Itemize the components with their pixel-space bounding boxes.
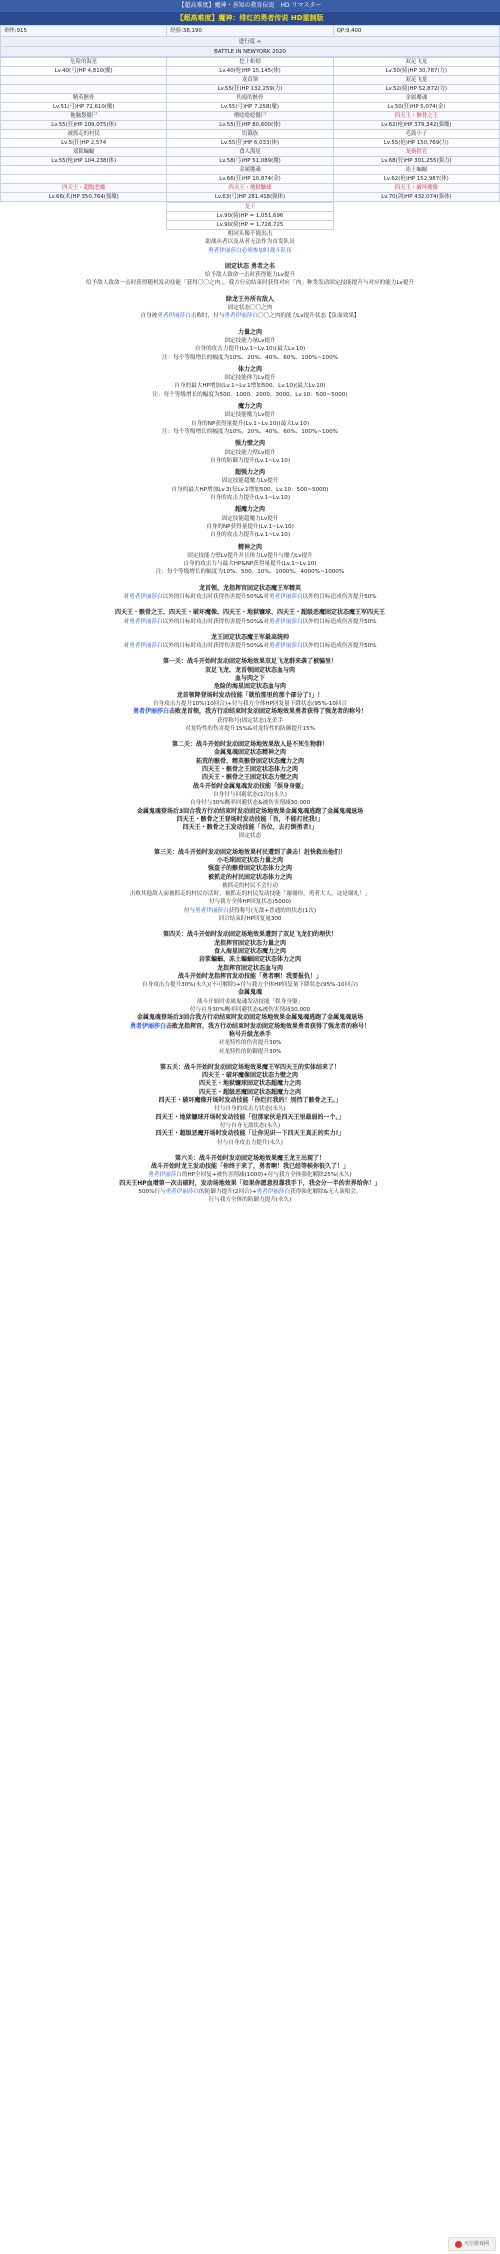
watermark-logo-icon [455, 2241, 462, 2248]
section-heading: 龙指挥官固定状态血与肉 [216, 964, 283, 972]
enemy-stats: Lv.50(狂)HP 5,074(金) [333, 103, 499, 112]
enemy-name: 毛鼓小子 [333, 130, 499, 139]
hero-name: 勇者伊丽莎白 [165, 1188, 200, 1195]
enemy-name [1, 166, 167, 175]
rule-line: 自身被勇者伊丽莎白击败时，付与勇者伊丽莎白〇〇之肉的能力Lv提升状态【负面效果】 [140, 313, 360, 320]
section-heading: 第一关：战斗开始时发动固定场地效果双足飞龙群来袭了被骗里！ [162, 658, 337, 666]
section-heading: 金属鬼魂登场后3回合我方行动结束时发动固定场地效果金属鬼魂逃跑了金属鬼魂退场 [136, 1014, 364, 1022]
rule-line: 自身的防御力提升(Lv.1~Lv.10) [209, 457, 291, 464]
rule-line: 注：每个等级增长的幅度为10%、20%、40%、60%、100%~100% [162, 428, 338, 435]
stats-table [0, 25, 500, 57]
rule-line: 对龙特性的伤害提升30% [218, 1040, 282, 1047]
rule-line: 自身攻击力提升30%(永久)(不可解除)+付与我方全体HP回复量下降状态(95%-10回合) [142, 982, 358, 989]
enemy-name: 四天王・骸骨之王 [333, 112, 499, 121]
section-heading: 第四关：战斗开始时发动固定场地效果遭到了双足飞龙们的埋伏！ [162, 931, 337, 939]
hero-name: 勇者伊丽莎白 [129, 643, 163, 650]
rule-line: 注：每个等级增长的幅度为10%、20%、40%、60%、100%~100% [162, 354, 338, 361]
hero-name: 勇者伊丽莎白 [268, 593, 303, 600]
section-heading: 四天王・骸骨之王固定状态体力之肉 [201, 766, 298, 774]
enemy-stats: Lv.66(术)HP 350,764(强魔) [1, 193, 167, 202]
enemy-stats [1, 175, 167, 184]
section-heading: 龙首领、龙指挥官固定状态魔王军精英 [198, 584, 301, 592]
enemy-stats: Lv.58(弓)HP 51,089(魔) [167, 157, 333, 166]
rule-line: 自身的攻击力提升(Lv.1~Lv.10)(最大Lv.10) [194, 346, 306, 353]
boss-hp-1: Lv.90(骑)HP = 1,051,696 [167, 212, 334, 221]
rule-line: 自身的攻击力与最大HP&NP获得量提升(Lv.1~Lv.10) [183, 561, 317, 568]
spacer [8, 288, 492, 296]
spacer [8, 1147, 492, 1155]
rule-line: 回合结束时HP回复量300 [218, 916, 282, 923]
section-heading: 金属鬼魂 [237, 989, 262, 997]
hero-name: 勇者伊丽莎白 [129, 618, 163, 625]
rule-line: 对龙特性的伤害提升15%&对龙特性的防御提升15% [185, 725, 315, 732]
section-heading: 强盗子的骸骨固定状态体力之肉 [207, 865, 292, 873]
section-heading: 四天王・骸骨之王、四天王・破坏魔像、四天王・地狱镰球、四天王・超级恶魔固定状态魔王军四天王 [114, 609, 385, 617]
enemy-stats: Lv.55(狂)HP 6,033(体) [167, 139, 333, 148]
enemy-table [0, 57, 500, 202]
enemy-stats: Lv.5(狂)HP 2,574 [1, 139, 167, 148]
section-heading: 四天王・超级恶魔固定状态超魔力之肉 [198, 1088, 301, 1096]
enemy-stats [1, 85, 167, 94]
enemy-stats: Lv.55(枪)HP 150,769(力) [333, 139, 499, 148]
enemy-stats: Lv.51(弓)HP 72,610(魔) [1, 103, 167, 112]
section-heading: 精神之肉 [237, 543, 262, 551]
rule-line: 固定技能力量Lv提升 [224, 337, 276, 344]
rule-line: 对勇者伊丽莎白以外的目标时攻击时获得伤害提升50%&对勇者伊丽莎白以外的目标造成伤害提升50% [123, 618, 377, 625]
rule-line: 获得称号(固定状态)龙杀手 [217, 717, 283, 724]
rule-line: 对勇者伊丽莎白以外的目标时攻击时获得伤害提升50%&对勇者伊丽莎白以外的目标造成伤害提升50% [123, 593, 377, 600]
section-heading: 血与肉之下 [234, 675, 265, 683]
site-watermark [448, 2237, 496, 2251]
section-heading: 第三关：战斗开始时发动固定场地效果村民遭到了袭击！赶快救出他们！ [153, 848, 346, 856]
rule-line: 付与自身的攻击力状态(永久) [214, 1106, 286, 1113]
enemy-name: 食人海星 [167, 148, 333, 157]
rule-line: 自身的最大HP增加Lv.3(每Lv.1增加500、Lv.10：500~5000) [171, 486, 329, 493]
spacer [8, 626, 492, 634]
section-heading: 食人海星固定状态魔力之肉 [213, 947, 286, 955]
rule-line: 自身的攻击力提升(Lv.1~Lv.10) [209, 495, 291, 502]
section-heading: 超强力之肉 [234, 469, 265, 477]
progress-label: 进行度 ∞ [1, 37, 500, 47]
section-heading: 龙指挥官固定状态力量之肉 [213, 939, 286, 947]
stat-exp: 经验:38,190 [167, 26, 333, 37]
enemy-name: 挖土蚯蚓 [167, 58, 333, 67]
rule-line: 固定技能力壁Lv提升并且体力Lv提升与魔力Lv提升 [187, 552, 313, 559]
enemy-stats: Lv.55(狂)HP 132,259(力) [167, 85, 333, 94]
rule-line: 500%行与勇者伊丽莎白的防御力提升(2回合)+勇者伊丽莎白获得强化解除&无人演唱会。 [138, 1188, 362, 1195]
enemy-stats: Lv.40(弓)HP 4,810(魔) [1, 67, 167, 76]
rule-line: 助战从者以及从者无法作为首发队员 [205, 239, 295, 246]
section-heading: 力量之肉 [237, 328, 262, 336]
section-heading: 魔力之肉 [237, 403, 262, 411]
rule-line: 自身付与30%概率回避状态&被伤害削减30,000 [189, 800, 311, 807]
section-heading: 战斗开始时金属鬼魂发动技能「娱身身躯」 [192, 782, 307, 790]
section-heading: 强力壁之肉 [234, 440, 265, 448]
section-heading: 固定状态 勇者之名 [224, 262, 276, 270]
enemy-stats: Lv.62(枪)HP 379,342(强魔) [333, 121, 499, 130]
rule-line: 给予敌人致命一击时获得能力Lv提升 [204, 272, 296, 279]
rule-line: 被抓走的村民不会行动 [222, 882, 278, 889]
hero-name: 勇者伊丽莎白 [256, 1188, 291, 1195]
rule-line: 对勇者伊丽莎白以外的目标时攻击时获得伤害提升50%&对勇者伊丽莎白以外的目标造成伤害提升50% [123, 643, 377, 650]
enemy-name: 嗜唸唸唸僵尸 [167, 112, 333, 121]
section-heading: 四天王HP血增第一次击破时，发动场地效果「如果你愿意投靠我手下，我会分一半的世界给你！」 [119, 1179, 381, 1187]
section-heading: 四天王・骸骨之王固定状态力壁之肉 [201, 774, 298, 782]
enemy-stats: Lv.68(狂)HP 301,255(强力) [333, 157, 499, 166]
section-heading: 四天王・破坏魔像开场时发动技能「你烂打我的！别挡了骸骨之王。」 [158, 1097, 342, 1105]
stat-qp: QP:9,400 [333, 26, 499, 37]
section-heading: 小毛球固定状态力量之肉 [216, 857, 283, 864]
rule-line: 自身付与回避状态(1次)(永久) [213, 791, 287, 798]
hero-name: 勇者伊丽莎白 [129, 593, 163, 600]
spacer [8, 841, 492, 849]
rule-line: 注：每个等级增长的幅度为500、1000、2000、3000、Lv.10：500~5000) [152, 391, 348, 398]
rule-line: 固定技能体力Lv提升 [224, 375, 276, 382]
enemy-stats: Lv.63(弓)HP 281,418(强体) [167, 193, 333, 202]
rule-line: 付与自身30%概率回避状态&被伤害削减30,000 [189, 1007, 311, 1014]
section-heading: 龙首领降登场时发动技能「就怕那里的那个部分了!」！ [176, 691, 324, 699]
section-heading: 双足飞龙、龙首领固定状态血与肉 [204, 666, 295, 674]
enemy-stats: Lv.55(弓)HP 7,258(魔) [167, 103, 333, 112]
section-heading: 勇者伊丽莎白击败龙首领，我方行动结束时发动固定场地效果勇者获得了强龙者的称号！ [132, 708, 368, 716]
section-heading: 勇者伊丽莎白击败龙指挥官，我方行动结束时发动固定场地效果勇者获得了强龙者的称号！ [129, 1022, 371, 1030]
rule-line: 固定技能超魔力Lv提升 [221, 478, 279, 485]
stat-bond: 牵绊:915 [1, 26, 167, 37]
section-heading: 金属鬼魂登场后3回合我方行动结束时发动固定场地效果金属鬼魂逃跑了金属鬼魂退场 [136, 807, 364, 815]
spacer [8, 321, 492, 329]
section-heading: 拓荒的骸骨、精英骸骨固定状态魔力之肉 [195, 757, 304, 765]
rule-line: 固定状态〇〇之肉 [227, 305, 273, 312]
enemy-name: 郊狱蝙蝠 [1, 148, 167, 157]
enemy-name: 伤痕的骸骨 [167, 94, 333, 103]
rule-line: 战斗开始时金属鬼魂发动技能「娱身身躯」 [196, 998, 304, 1005]
rule-line: 固定技能超魔力Lv提升 [221, 515, 279, 522]
hero-name: 勇者伊丽莎白 [132, 708, 169, 716]
boss-hp-2: Lv.90(骑)HP = 1,728,725 [167, 221, 334, 230]
rule-line: 行与我方全体的防御力提升(永久) [208, 1197, 292, 1204]
enemy-name: 冻土蝙蝠 [333, 166, 499, 175]
rule-line: 付与我方全体HP回复状态(5000) [208, 899, 292, 906]
enemy-stats: Lv.55(狂)HP 109,075(体) [1, 121, 167, 130]
battle-name: BATTLE IN NEWYORK 2020 [1, 47, 500, 57]
section-heading: 四天王・地狱镰球固定状态超魔力之肉 [198, 1080, 301, 1088]
hero-name: 勇者伊丽莎白 [157, 313, 191, 320]
section-heading: 战斗开始时龙指挥官发动技能「勇者啊！我要报仇！」 [177, 972, 322, 980]
enemy-stats: Lv.62(枪)HP 152,987(体) [333, 175, 499, 184]
boss-table [0, 202, 500, 230]
enemy-name: 被抓走的村民 [1, 130, 167, 139]
section-heading: 第六关：战斗开始时发动固定场地效果魔王龙王出现了！ [174, 1154, 325, 1162]
section-heading: 第五关：战斗开始时发动固定场地效果魔王军四天王的实体结来了！ [159, 1063, 340, 1071]
hero-name: 勇者伊丽莎白 [208, 247, 242, 254]
header-top-banner: 【超高难度】魔神・善知の教育伝说 HD リマスター [0, 0, 500, 12]
section-heading: 金属鬼魂固定状态精神之肉 [213, 749, 286, 757]
rule-line: 固定技能力壁Lv提升 [224, 449, 276, 456]
enemy-name: 金属魔魂 [167, 166, 333, 175]
enemy-name: 双足飞龙 [333, 58, 499, 67]
rule-line: 固定状态 [238, 833, 262, 840]
section-heading: 四天王・破坏魔像固定状态力壁之肉 [201, 1072, 298, 1080]
hero-name: 勇者伊丽莎白 [268, 643, 303, 650]
rule-line: 自身的攻击力提升(Lv.1~Lv.10) [209, 532, 291, 539]
rule-line: 注：每个等级增长的幅度为10%、500、10%、1000%、4000%~1000% [155, 569, 345, 576]
rule-line: 固定技能魔力Lv提升 [224, 412, 276, 419]
section-heading: 体力之肉 [237, 365, 262, 373]
enemy-name: 危险的海星 [1, 58, 167, 67]
rule-line: 自身攻击力提升10%(10回合)+付与我方全体HP回复量下降状态(95%-10回合 [152, 700, 348, 707]
rule-line: 对龙特性的防御提升30% [218, 1048, 282, 1055]
rule-line: 付与自身无敌状态(永久) [219, 1122, 281, 1129]
section-heading: 四天王・骸骨之王登场时发动技能「吾，不能打扰我!」 [176, 815, 324, 823]
rule-line: 付与勇者伊丽莎白获得称号(无敌+普通的的状态(1次) [183, 907, 317, 914]
rule-line: 自身的NP获得量提升(Lv.1~Lv.10)(最大Lv.10) [190, 420, 310, 427]
enemy-name [1, 76, 167, 85]
spacer [8, 1056, 492, 1064]
rules-body [0, 230, 500, 1205]
rule-line: 自身的最大HP增加(Lv.1~Lv.1增加500、Lv.10)(最大Lv.10) [174, 383, 326, 390]
section-heading: 超魔力之肉 [234, 506, 265, 514]
enemy-name: 龙指挥官 [333, 148, 499, 157]
rule-line: 勇者伊丽莎白的HP全回复+被伤害削减(1000)+付与我方全体强化解除25%(永久) [148, 1172, 352, 1179]
section-heading: 岩浆蝙蝠、冻土蝙蝠固定状态体力之肉 [198, 956, 301, 964]
enemy-name: 金属魔魂 [333, 94, 499, 103]
enemy-stats: Lv.55(枪)HP 104,238(体) [1, 157, 167, 166]
hero-name: 勇者伊丽莎白 [129, 1022, 166, 1030]
watermark-text: 天空游戏网 [463, 2240, 489, 2247]
enemy-stats: Lv.52(骑)HP 52,872(力) [333, 85, 499, 94]
enemy-name: 饥饿族 [167, 130, 333, 139]
hero-name: 勇者伊丽莎白 [224, 313, 258, 320]
section-heading: 龙王固定状态魔王军最高统帅 [210, 633, 289, 641]
rule-line: 击败其他敌人而被抓走的村民存活时，被抓走的村民发动技能「谢谢你，勇者大人，这是谢礼！」 [129, 891, 371, 898]
header-main-banner: 【超高难度】魔神：绯红的勇者传说 HD重制版 [0, 12, 500, 25]
spacer [8, 577, 492, 585]
enemy-stats: Lv.66(狂)HP 10,874(金) [167, 175, 333, 184]
hero-name: 勇者伊丽莎白 [148, 1172, 182, 1179]
enemy-stats: Lv.40(枪)HP 15,145(体) [167, 67, 333, 76]
enemy-stats: Lv.70(剑)HP 432,074(强体) [333, 193, 499, 202]
hero-name: 勇者伊丽莎白 [195, 907, 229, 914]
enemy-name: 拖脑袋僵尸 [1, 112, 167, 121]
section-heading: 战斗开始时龙王发动技能「你终于来了，勇者啊！我已经等候你很久了！」 [150, 1163, 349, 1171]
boss-name: 龙王 [167, 203, 334, 212]
hero-name: 勇者伊丽莎白 [268, 618, 303, 625]
enemy-name: 龙首领 [167, 76, 333, 85]
section-heading: 被抓走的村民固定状态体力之肉 [207, 873, 292, 881]
section-heading: 四天王・骸骨之王发动技能「吾位，去打倒勇者!」 [182, 824, 318, 832]
enemy-stats: Lv.55(狂)HP 80,600(体) [167, 121, 333, 130]
section-heading: 四天王・超级恶魔开场时发动技能「让你见识一下四天王真正的实力!」 [155, 1130, 345, 1138]
enemy-name: 四天王・超级恶魔 [1, 184, 167, 193]
rule-line: 相同头像不能出击 [227, 231, 273, 237]
rule-line: 给予敌人致命一击时获得随机发动技能「获得〇〇之肉」，我方行动结束时获得对应「肉」种类发动固定技能提升与对应的能力Lv提升 [85, 280, 415, 287]
enemy-name: 精英骸骨 [1, 94, 167, 103]
section-heading: 四天王・地狱镰球开场时发动技能「但那家伙是四天王里最弱的一个。」 [155, 1113, 345, 1121]
spacer [8, 255, 492, 263]
section-heading: 除龙王外所有敌人 [225, 295, 274, 303]
enemy-name: 四天王・破坏魔像 [333, 184, 499, 193]
rule-line: 付与自身攻击力提升(永久) [217, 1139, 283, 1146]
rule-line: 自身的NP获得量提升(Lv.1~Lv.10) [206, 523, 294, 530]
rule-line: 勇者伊丽莎白必须参加时战斗队伍 [208, 247, 292, 254]
enemy-stats: Lv.50(骑)HP 30,787(力) [333, 67, 499, 76]
enemy-name: 四天王・地狱镰球 [167, 184, 333, 193]
spacer [8, 733, 492, 741]
section-heading: 第二关：战斗开始时发动固定场地效果敌人是不死生物群！ [171, 741, 328, 749]
section-heading: 危险的海星固定状态血与肉 [213, 683, 286, 691]
section-heading: 称号升级龙杀手 [228, 1030, 271, 1038]
enemy-name: 双足飞龙 [333, 76, 499, 85]
